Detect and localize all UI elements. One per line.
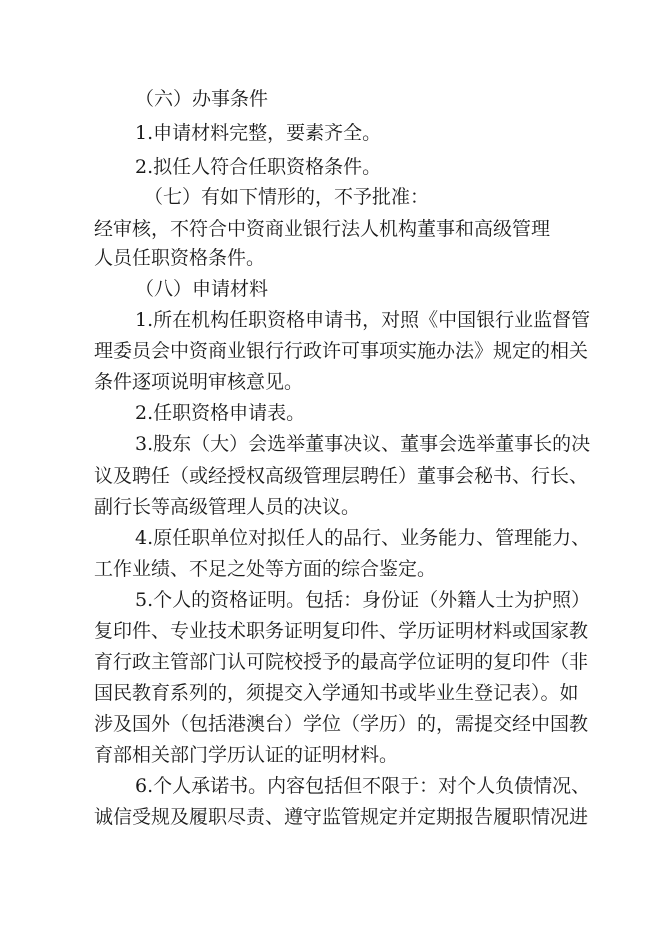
section-8-item-1-line-1: 1.所在机构任职资格申请书，对照《中国银行业监督管 bbox=[135, 309, 591, 331]
section-8-item-4-line-1: 4.原任职单位对拟任人的品行、业务能力、管理能力、 bbox=[135, 527, 591, 549]
section-6-heading: （六）办事条件 bbox=[135, 88, 269, 110]
section-6-item-1: 1.申请材料完整，要素齐全。 bbox=[135, 122, 382, 144]
section-8-item-5-line-2: 复印件、专业技术职务证明复印件、学历证明材料或国家教 bbox=[94, 620, 589, 642]
section-7-text-line-2: 人员任职资格条件。 bbox=[94, 247, 266, 269]
section-8-item-4-line-2: 工作业绩、不足之处等方面的综合鉴定。 bbox=[94, 558, 437, 580]
section-8-item-3-line-1: 3.股东（大）会选举董事决议、董事会选举董事长的决 bbox=[135, 433, 591, 455]
section-8-item-2-line-1: 2.任职资格申请表。 bbox=[135, 402, 306, 424]
section-8-item-1-line-3: 条件逐项说明审核意见。 bbox=[94, 371, 304, 393]
section-8-item-6-line-1: 6.个人承诺书。内容包括但不限于：对个人负债情况、 bbox=[135, 775, 591, 797]
section-8-item-5-line-3: 育行政主管部门认可院校授予的最高学位证明的复印件（非 bbox=[94, 651, 589, 673]
section-8-item-5-line-5: 涉及国外（包括港澳台）学位（学历）的，需提交经中国教 bbox=[94, 713, 589, 735]
section-8-item-5-line-6: 育部相关部门学历认证的证明材料。 bbox=[94, 744, 399, 766]
section-7-text-line-1: 经审核，不符合中资商业银行法人机构董事和高级管理 bbox=[94, 218, 551, 240]
section-8-item-6-line-2: 诚信受规及履职尽责、遵守监管规定并定期报告履职情况进 bbox=[94, 806, 589, 828]
section-8-item-5-line-1: 5.个人的资格证明。包括：身份证（外籍人士为护照） bbox=[135, 589, 591, 611]
section-8-item-1-line-2: 理委员会中资商业银行行政许可事项实施办法》规定的相关 bbox=[94, 340, 589, 362]
section-8-item-3-line-3: 副行长等高级管理人员的决议。 bbox=[94, 496, 361, 518]
section-6-item-2: 2.拟任人符合任职资格条件。 bbox=[135, 156, 382, 178]
section-8-item-3-line-2: 议及聘任（或经授权高级管理层聘任）董事会秘书、行长、 bbox=[94, 465, 589, 487]
section-7-heading: （七）有如下情形的，不予批准： bbox=[144, 186, 430, 208]
section-8-heading: （八）申请材料 bbox=[135, 278, 269, 300]
section-8-item-5-line-4: 国民教育系列的，须提交入学通知书或毕业生登记表）。如 bbox=[94, 682, 579, 704]
